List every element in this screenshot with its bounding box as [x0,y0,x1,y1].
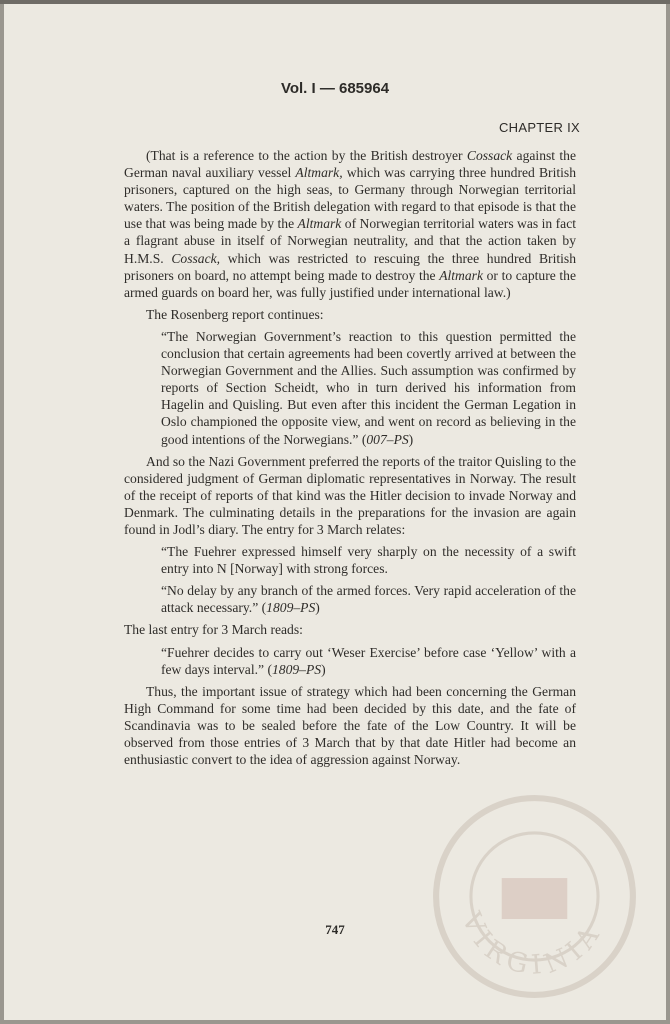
volume-header: Vol. I — 685964 [280,80,390,97]
paragraph-quisling: And so the Nazi Government preferred the reports of the traitor Quisling to the considered judgment of German diplomatic representatives in Norway. The result of the receipt of reports of that kind was the Hitler decision to invade Norway and Denmark. The culminating details in the preparations for the invasion are again found in Jodl’s diary. The entry for 3 March relates: [124,453,576,537]
page-number: 747 [325,922,345,937]
quote-fuehrer-necessity: “The Fuehrer expressed himself very sharply on the necessity of a swift entry into N [Norway] with strong forces. [161,544,576,577]
document-page [4,4,666,1020]
paragraph-rosenberg: The Rosenberg report continues: [146,306,324,322]
quote-no-delay: “No delay by any branch of the armed forces. Very rapid acceleration of the attack necessary.” (1809–PS) [161,583,576,616]
paragraph-altmark: (That is a reference to the action by the British destroyer Cossack against the German naval auxiliary vessel Altmark, which was carrying three hundred British prisoners, captured on the high seas, to Germany through Norwegian territorial waters. The position of the British delegation with regard to that episode is that the use that was being made by the Altmark of Norwegian territorial waters was in fact a flagrant abuse in itself of Norwegian neutrality, and that the action taken by H.M.S. Cossack, which was restricted to rescuing the three hundred British prisoners on board, no attempt being made to destroy the Altmark or to capture the armed guards on board her, was fully justified under international law.) [124,148,577,300]
seal-text: VIRGINIA [455,907,609,982]
paragraph-last-entry: The last entry for 3 March reads: [124,622,303,638]
chapter-heading: CHAPTER IX [498,120,580,135]
svg-text:VIRGINIA [455,907,609,982]
library-seal-watermark [432,794,637,999]
quote-rosenberg-report: “The Norwegian Government’s reaction to this question permitted the conclusion that certain agreements had been covertly arrived at between the Norwegian Government and the Allies. Such assumption was confirmed by reports of Section Scheidt, who in turn derived his information from Hagelin and Quisling. But even after this incident the German Legation in Oslo championed the opposite view, and went on record as believing in the good intentions of the Norwegians.” (007–PS) [161,328,576,447]
paragraph-conclusion: Thus, the important issue of strategy which had been concerning the German High Command for some time had been decided by this date, and the fate of Scandinavia was to be sealed before the fate of the Low Country. It will be observed from those entries of 3 March that by that date Hitler had become an enthusiastic convert to the idea of aggression against Norway. [124,683,576,768]
quote-weser-exercise: “Fuehrer decides to carry out ‘Weser Exercise’ before case ‘Yellow’ with a few days interval.” (1809–PS) [161,644,576,677]
body-text [124,147,576,768]
